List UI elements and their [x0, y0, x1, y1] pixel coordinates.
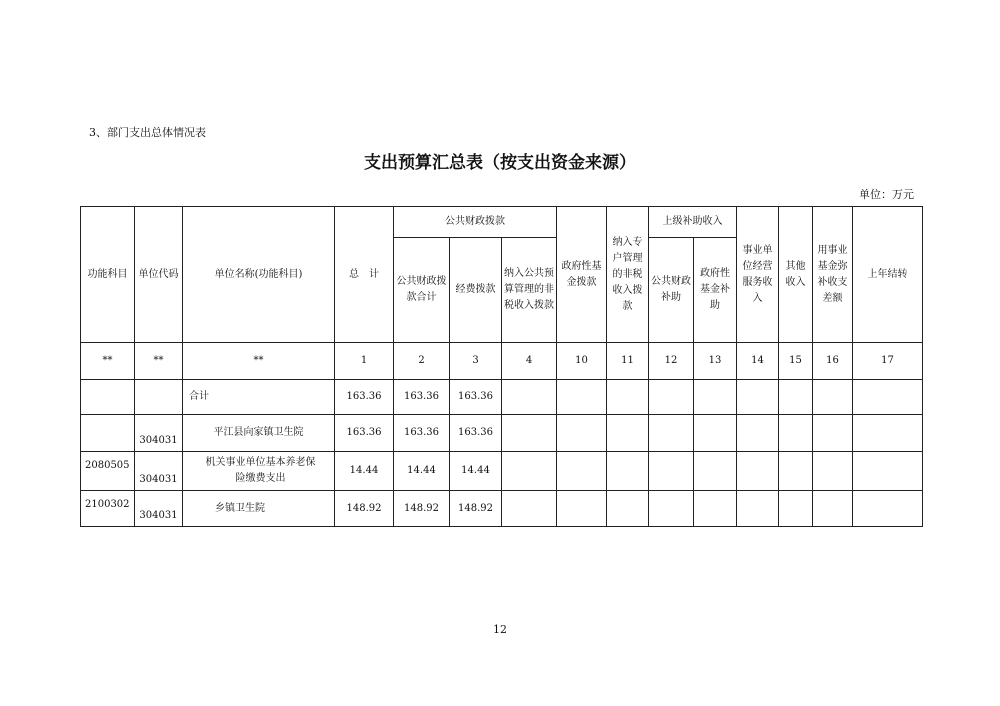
total-cell: 14.44 — [335, 452, 394, 491]
total-cell: 163.36 — [335, 415, 394, 452]
header-nontax: 纳入公共预算管理的非税收入拨款 — [502, 238, 557, 343]
pf-sum-cell: 163.36 — [394, 415, 450, 452]
header-public-finance-subsidy: 公共财政补助 — [649, 238, 694, 343]
header-superior-subsidy: 上级补助收入 — [649, 207, 737, 238]
index-cell: 16 — [813, 343, 853, 380]
header-last-year: 上年结转 — [853, 207, 923, 343]
unit-code-cell: 304031 — [135, 415, 183, 452]
unit-label: 单位：万元 — [859, 188, 914, 201]
header-public-finance: 公共财政拨款 — [394, 207, 557, 238]
page-title: 支出预算汇总表（按支出资金来源） — [364, 153, 636, 173]
index-cell: 12 — [649, 343, 694, 380]
header-funding: 经费拨款 — [450, 238, 502, 343]
pf-sum-cell: 148.92 — [394, 491, 450, 527]
index-cell: 17 — [853, 343, 923, 380]
index-cell: 2 — [394, 343, 450, 380]
header-balance-fund: 用事业基金弥补收支差额 — [813, 207, 853, 343]
func-code-cell: 2080505 — [81, 452, 135, 491]
unit-name-cell: 合计 — [183, 380, 335, 415]
funding-cell: 14.44 — [450, 452, 502, 491]
header-total: 总 计 — [335, 207, 394, 343]
table-row — [81, 415, 923, 452]
table-row — [81, 380, 923, 415]
index-cell: ** — [135, 343, 183, 380]
header-gov-fund-subsidy: 政府性基金补助 — [694, 238, 737, 343]
index-cell: 10 — [557, 343, 607, 380]
index-cell: 15 — [779, 343, 813, 380]
index-cell: 3 — [450, 343, 502, 380]
header-gov-fund: 政府性基金拨款 — [557, 207, 607, 343]
func-code-cell: 2100302 — [81, 491, 135, 527]
funding-cell: 148.92 — [450, 491, 502, 527]
func-code-cell — [81, 380, 135, 415]
unit-name-cell: 机关事业单位基本养老保险缴费支出 — [183, 452, 335, 491]
header-business-income: 事业单位经营服务收入 — [737, 207, 779, 343]
index-row — [81, 343, 923, 380]
header-func-code: 功能科目 — [81, 207, 135, 343]
header-other-income: 其他收入 — [779, 207, 813, 343]
index-cell: 14 — [737, 343, 779, 380]
budget-table — [80, 206, 923, 527]
pf-sum-cell: 14.44 — [394, 452, 450, 491]
index-cell: 13 — [694, 343, 737, 380]
index-cell: 4 — [502, 343, 557, 380]
total-cell: 163.36 — [335, 380, 394, 415]
header-unit-code: 单位代码 — [135, 207, 183, 343]
unit-code-cell — [135, 380, 183, 415]
unit-name-cell: 平江县向家镇卫生院 — [183, 415, 335, 452]
page-number: 12 — [493, 623, 507, 636]
funding-cell: 163.36 — [450, 415, 502, 452]
index-cell: 1 — [335, 343, 394, 380]
unit-code-cell: 304031 — [135, 491, 183, 527]
func-code-cell — [81, 415, 135, 452]
unit-code-cell: 304031 — [135, 452, 183, 491]
section-title: 3、部门支出总体情况表 — [89, 126, 206, 139]
table-row — [81, 452, 923, 491]
header-public-finance-sum: 公共财政拨款合计 — [394, 238, 450, 343]
pf-sum-cell: 163.36 — [394, 380, 450, 415]
header-special-mgmt: 纳入专户管理的非税收入拨款 — [607, 207, 649, 343]
index-cell: 11 — [607, 343, 649, 380]
table-row — [81, 491, 923, 527]
funding-cell: 163.36 — [450, 380, 502, 415]
total-cell: 148.92 — [335, 491, 394, 527]
header-unit-name: 单位名称(功能科目) — [183, 207, 335, 343]
index-cell: ** — [81, 343, 135, 380]
index-cell: ** — [183, 343, 335, 380]
unit-name-cell: 乡镇卫生院 — [183, 491, 335, 527]
